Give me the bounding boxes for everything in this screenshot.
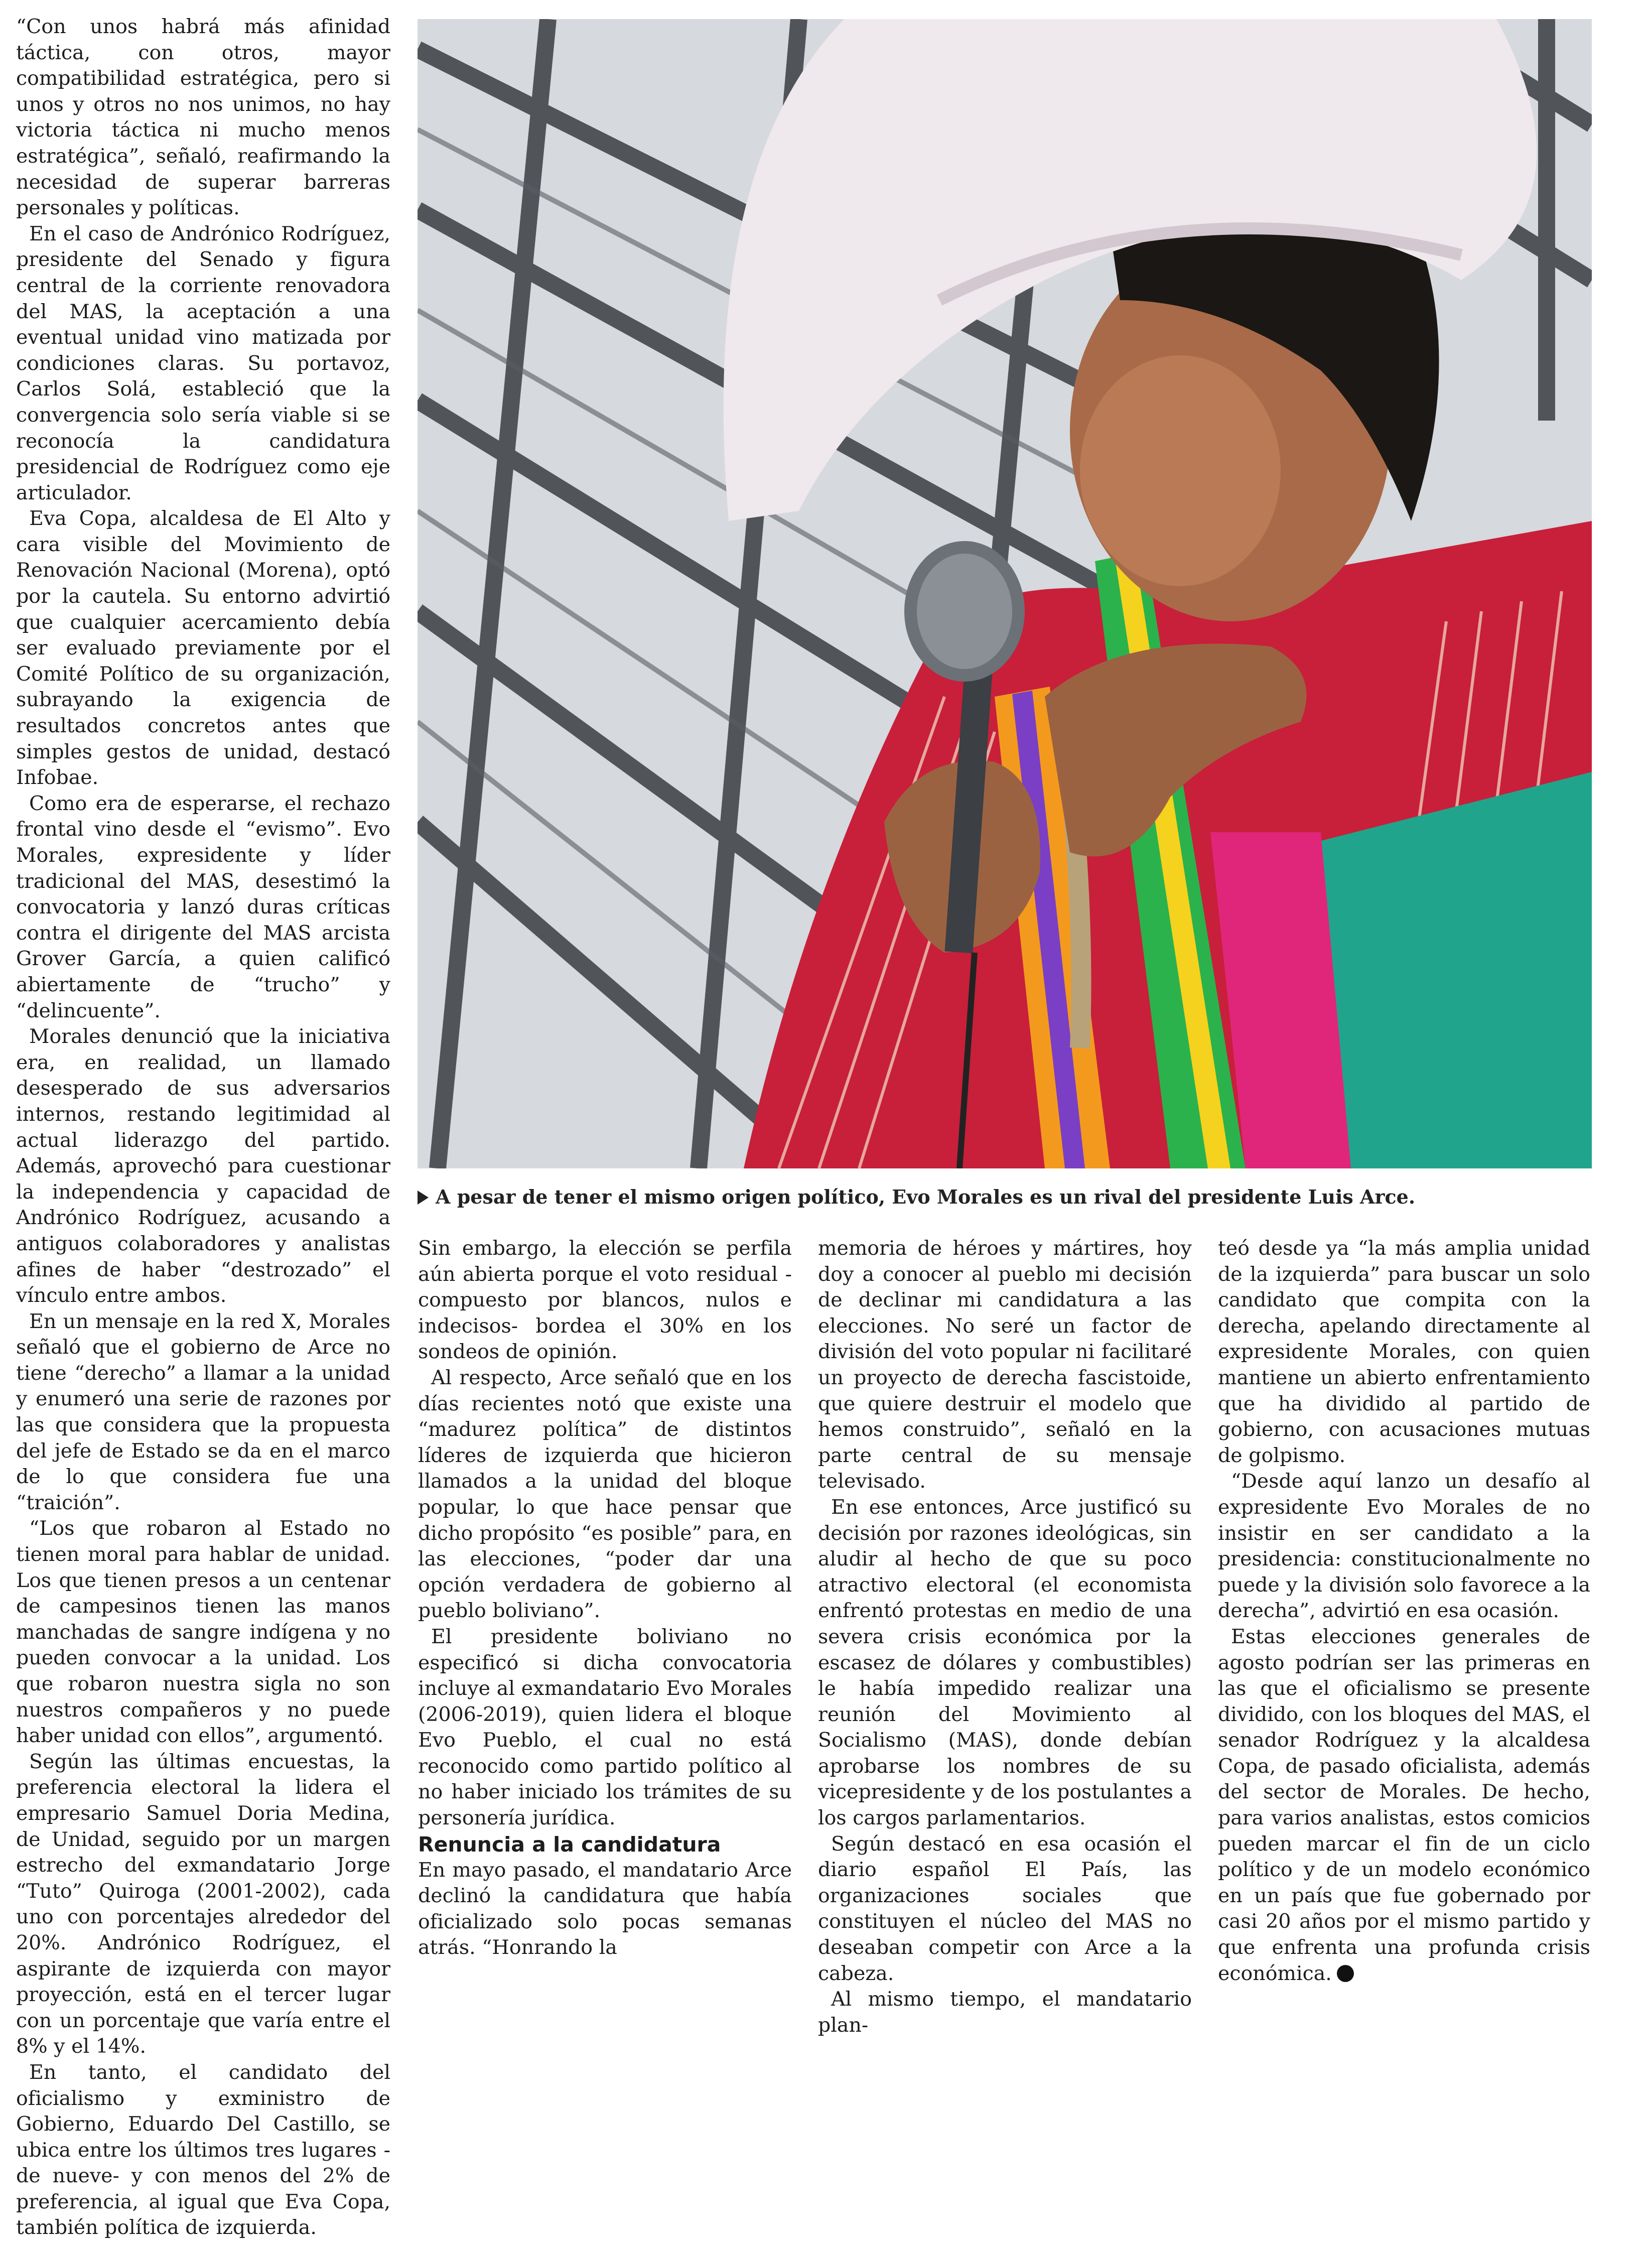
paragraph: “Los que robaron al Estado no tienen moral para hablar de unidad. Los que tienen presos a un centenar de campesinos tienen las manos manchadas de sangre indígena y no pueden convocar a la unidad. Los que robaron nuestra sigla no son nuestros compañeros y no puede haber unidad con ellos”, argumentó. [16, 1517, 390, 1748]
paragraph: Al respecto, Arce señaló que en los días recientes notó que existe una “madurez política” de distintos líderes de izquierda que hicieron llamados a la unidad del bloque popular, lo que hace pensar que dicho propósito “es posible” para, en las elecciones, “poder dar una opción verdadera de gobierno al pueblo boliviano”. [418, 1366, 792, 1623]
photo-caption [418, 1184, 1592, 1210]
paragraph: memoria de héroes y mártires, hoy doy a conocer al pueblo mi decisión de declinar mi candidatura a las elecciones. No seré un factor de división del voto popular ni facilitaré un proyecto de derecha fascistoide, que quiere destruir el modelo que hemos construido”, señaló en la parte central de su mensaje televisado. [818, 1237, 1192, 1493]
paragraph: Morales denunció que la iniciativa era, en realidad, un llamado desesperado de sus adversarios internos, restando legitimidad al actual liderazgo del partido. Además, aprovechó para cuestionar la independencia y capacidad de Andrónico Rodríguez, acusando a antiguos colaboradores y analistas afines de haber “destrozado” el vínculo entre ambos. [16, 1025, 390, 1307]
article-column-1 [16, 14, 390, 2241]
paragraph: “Con unos habrá más afinidad táctica, con otros, mayor compatibilidad estratégica, pero si unos y otros no nos unimos, no hay victoria táctica ni mucho menos estratégica”, señaló, reafirmando la necesidad de superar barreras personales y políticas. [16, 15, 390, 220]
article-column-2 [418, 1236, 792, 1961]
paragraph: Eva Copa, alcaldesa de El Alto y cara visible del Movimiento de Renovación Nacional (Morena), optó por la cautela. Su entorno advirtió que cualquier acercamiento debía ser evaluado previamente por el Comité Político de su organización, subrayando la exigencia de resultados concretos antes que simples gestos de unidad, destacó Infobae. [16, 507, 390, 789]
paragraph: “Desde aquí lanzo un desafío al expresidente Evo Morales de no insistir en ser candidato a la presidencia: constitucionalmente no puede y la división solo favorece a la derecha”, advirtió en esa ocasión. [1218, 1470, 1590, 1623]
paragraph: Según destacó en esa ocasión el diario español El País, las organizaciones sociales que constituyen el núcleo del MAS no deseaban competir con Arce a la cabeza. [818, 1832, 1192, 1985]
paragraph-final [1218, 1624, 1590, 1987]
caption-text: A pesar de tener el mismo origen político, Evo Morales es un rival del presidente Luis Arce. [436, 1185, 1416, 1208]
paragraph: teó desde ya “la más amplia unidad de la izquierda” para buscar un solo candidato que compita con la derecha, apelando directamente al expresidente Morales, con quien mantiene un abierto enfrentamiento que ha dividido al partido de gobierno, con acusaciones mutuas de golpismo. [1218, 1237, 1590, 1467]
paragraph: Al mismo tiempo, el mandatario plan- [818, 1988, 1192, 2037]
paragraph: Según las últimas encuestas, la preferencia electoral la lidera el empresario Samuel Doria Medina, de Unidad, seguido por un margen estrecho del exmandatario Jorge “Tuto” Quiroga (2001-2002), cada uno con porcentajes alrededor del 20%. Andrónico Rodríguez, el aspirante de izquierda con mayor proyección, está en el tercer lugar con un porcentaje que varía entre el 8% y el 14%. [16, 1750, 390, 2058]
caption-arrow-icon [418, 1191, 429, 1205]
paragraph: En ese entonces, Arce justificó su decisión por razones ideológicas, sin aludir al hecho de que su poco atractivo electoral (el economista enfrentó protestas en medio de una severa crisis económica por la escasez de dólares y combustibles) le había impedido realizar una reunión del Movimiento al Socialismo (MAS), donde debían aprobarse los nombres de su vicepresidente y de los postulantes a los cargos parlamentarios. [818, 1495, 1192, 1830]
end-of-article-icon [1337, 1965, 1354, 1982]
paragraph-text: Estas elecciones generales de agosto podrían ser las primeras en las que el oficialismo se presente dividido, con los bloques del MAS, el senador Rodríguez y la alcaldesa Copa, de pasado oficialista, además del sector de Morales. De hecho, para varios analistas, estos comicios pueden marcar el fin de un ciclo político y de un modelo económico en un país que fue gobernado por casi 20 años por el mismo partido y que enfrenta una profunda crisis económica. [1218, 1625, 1590, 1985]
paragraph: En un mensaje en la red X, Morales señaló que el gobierno de Arce no tiene “derecho” a llamar a la unidad y enumeró una serie de razones por las que considera que la propuesta del jefe de Estado se da en el marco de lo que considera fue una “traición”. [16, 1309, 390, 1514]
paragraph: Como era de esperarse, el rechazo frontal vino desde el “evismo”. Evo Morales, expresidente y líder tradicional del MAS, desestimó la convocatoria y lanzó duras críticas contra el dirigente del MAS arcista Grover García, a quien calificó abiertamente de “trucho” y “delincuente”. [16, 792, 390, 1022]
paragraph: En mayo pasado, el mandatario Arce declinó la candidatura que había oficializado solo pocas semanas atrás. “Honrando la [418, 1858, 792, 1959]
article-column-4 [1218, 1236, 1590, 1987]
section-subhead: Renuncia a la candidatura [418, 1832, 721, 1857]
article-photo [418, 19, 1592, 1168]
paragraph: En el caso de Andrónico Rodríguez, presidente del Senado y figura central de la corriente renovadora del MAS, la aceptación a una eventual unidad vino matizada por condiciones claras. Su portavoz, Carlos Solá, estableció que la convergencia solo sería viable si se reconocía la candidatura presidencial de Rodríguez como eje articulador. [16, 222, 390, 504]
paragraph: Sin embargo, la elección se perfila aún abierta porque el voto residual -compuesto por blancos, nulos e indecisos- bordea el 30% en los sondeos de opinión. [418, 1237, 792, 1364]
article-column-3 [818, 1236, 1192, 2038]
paragraph: En tanto, el candidato del oficialismo y exministro de Gobierno, Eduardo Del Castillo, se ubica entre los últimos tres lugares -de nueve- y con menos del 2% de preferencia, al igual que Eva Copa, también política de izquierda. [16, 2060, 390, 2239]
paragraph: El presidente boliviano no especificó si dicha convocatoria incluye al exmandatario Evo Morales (2006-2019), quien lidera el bloque Evo Pueblo, el cual no está reconocido como partido político al no haber iniciado los trámites de su personería jurídica. [418, 1625, 792, 1830]
